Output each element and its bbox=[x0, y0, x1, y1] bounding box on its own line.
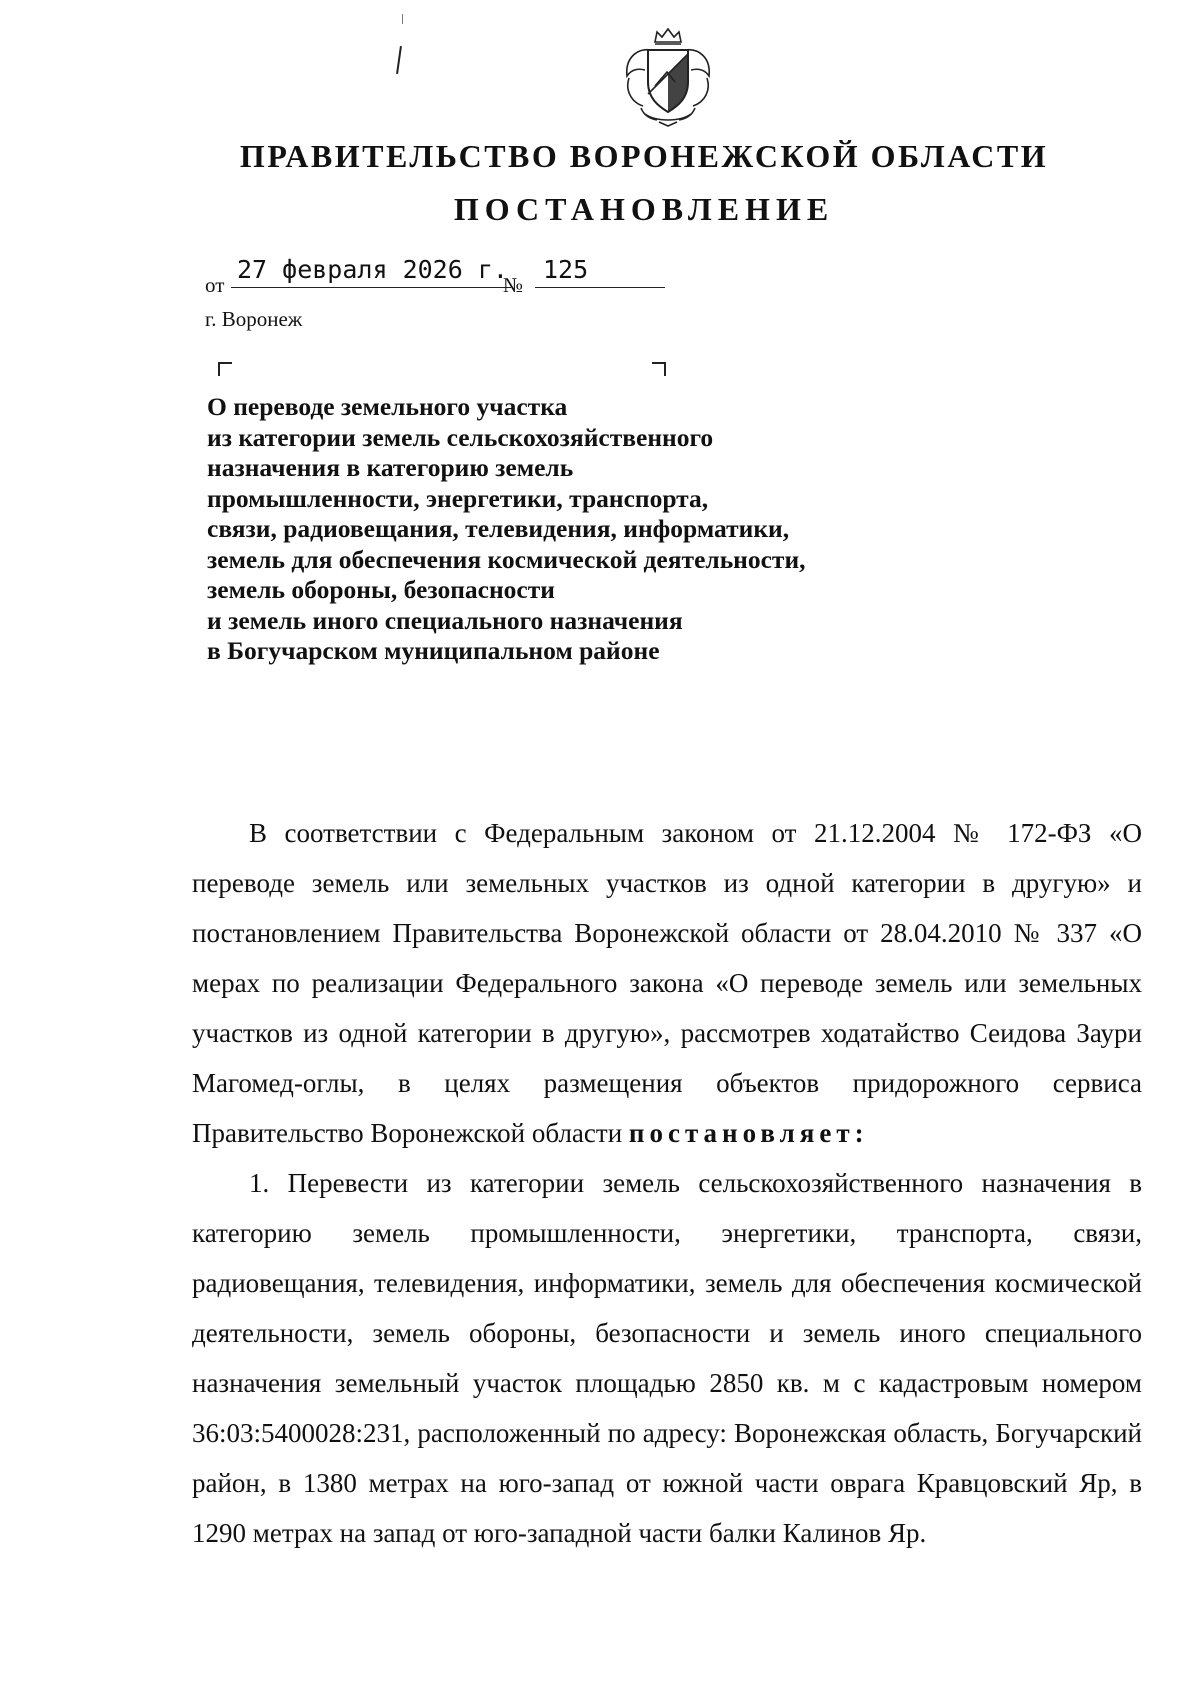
city: г. Воронеж bbox=[205, 307, 303, 331]
subject-corner-right bbox=[652, 362, 666, 376]
subject-line: связи, радиовещания, телевидения, информатики, bbox=[207, 514, 790, 543]
number-prefix: № bbox=[503, 273, 524, 297]
voronezh-coat-of-arms-icon bbox=[615, 24, 721, 130]
body-text bbox=[192, 808, 1142, 1558]
subject-line: земель для обеспечения космической деятельности, bbox=[207, 544, 806, 574]
subject-line: назначения в категорию земель bbox=[207, 453, 574, 482]
number-underline bbox=[535, 287, 665, 288]
authority-title: ПРАВИТЕЛЬСТВО ВОРОНЕЖСКОЙ ОБЛАСТИ bbox=[239, 138, 1049, 174]
subject-line: О переводе земельного участка bbox=[207, 392, 568, 421]
subject-line: в Богучарском муниципальном районе bbox=[207, 636, 660, 665]
date-prefix: от bbox=[205, 273, 225, 297]
subject-line: промышленности, энергетики, транспорта, bbox=[207, 483, 709, 513]
pen-mark-small bbox=[402, 14, 403, 24]
date-value: 27 февраля 2026 г. bbox=[237, 255, 508, 284]
preamble-text: В соответствии с Федеральным законом от 21.12.2004 № 172-ФЗ «О переводе земель или земельных участков из одной категории в другую» и постановлением Правительства Воронежской области от 28.04.2010 № 337 «О мерах по реализации Федерального закона «О переводе земель или земельных участков из одной категории в другую», рассмотрев ходатайство Сеидова Заури Магомед-оглы, в целях размещения объектов придорожного сервиса Правительство Воронежской области bbox=[192, 818, 1142, 1148]
date-underline bbox=[231, 287, 511, 288]
item-1-paragraph: 1. Перевести из категории земель сельскохозяйственного назначения в категорию земель промышленности, энергетики, транспорта, связи, радиовещания, телевидения, информатики, земель для обеспечения космической деятельности, земель обороны, безопасности и земель иного специального назначения земельный участок площадью 2850 кв. м с кадастровым номером 36:03:5400028:231, расположенный по адресу: Воронежская область, Богучарский район, в 1380 метрах на юго-запад от южной части оврага Кравцовский Яр, в 1290 метрах на запад от юго-западной части балки Калинов Яр. bbox=[192, 1168, 1142, 1548]
subject-title bbox=[207, 392, 907, 667]
number-value: 125 bbox=[543, 255, 589, 284]
pen-mark bbox=[396, 46, 402, 74]
subject-line: из категории земель сельскохозяйственного bbox=[207, 422, 714, 452]
preamble-paragraph bbox=[192, 808, 1142, 1158]
subject-line: и земель иного специального назначения bbox=[207, 605, 683, 635]
subject-corner-left bbox=[218, 362, 232, 376]
subject-line: земель обороны, безопасности bbox=[207, 575, 555, 604]
document-type: ПОСТАНОВЛЕНИЕ bbox=[453, 191, 835, 227]
decree-word: постановляет: bbox=[628, 1118, 869, 1148]
